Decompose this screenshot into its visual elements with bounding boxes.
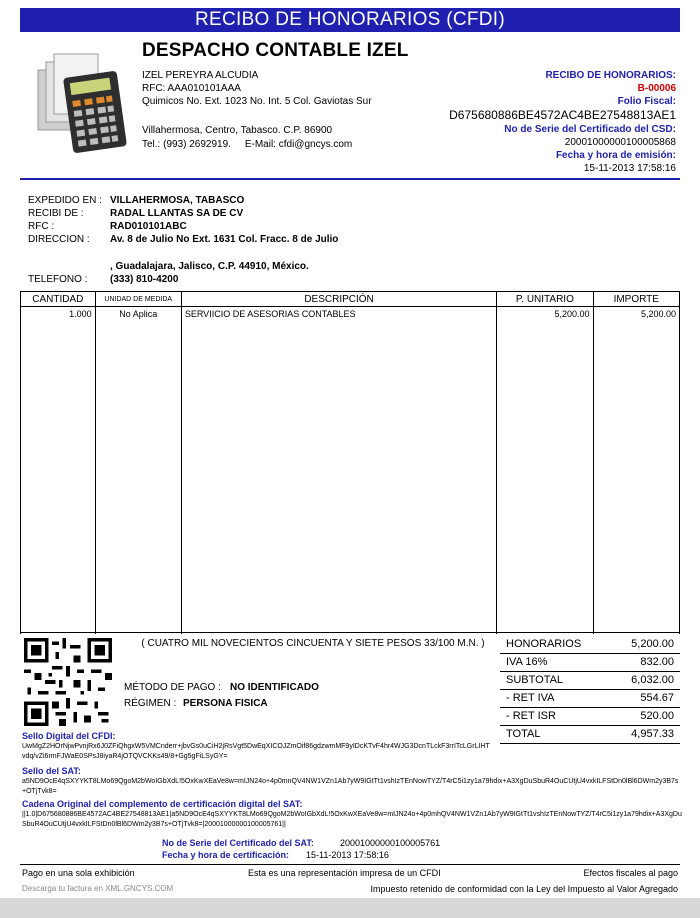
cell-unidad: No Aplica bbox=[95, 307, 181, 635]
cert-date-label: Fecha y hora de certificación: bbox=[162, 850, 290, 860]
folio-fiscal-label: Folio Fiscal: bbox=[617, 96, 676, 107]
cell-importe: 5,200.00 bbox=[593, 307, 679, 635]
totals-value: 4,957.33 bbox=[631, 728, 674, 740]
sello-sat-label: Sello del SAT: bbox=[22, 766, 81, 776]
sello-sat-text: a5ND9OcE4qSXYYKT8LMo69QgoM2bWoIGbXdL!5OxKwXEaVe8w=mIJN24o+4p0mnQV4NW1VZn1Ab7yW9IGtTt1vshIzTEnNowTYZ/T4rC5i1zy1a79hdix+A3XgDuSbuR4OuCUtjU4vxkILFStDn0lBl6DWm2y3B7s+OTjTvk8= bbox=[22, 778, 679, 795]
table-row bbox=[21, 307, 680, 635]
cell-descripcion: SERVIICIO DE ASESORIAS CONTABLES bbox=[181, 307, 496, 635]
expedido-label: EXPEDIDO EN : bbox=[28, 195, 102, 206]
sat-serial-value: 20001000000100005761 bbox=[340, 838, 441, 848]
csd-serial-label: No de Serie del Certificado del CSD: bbox=[504, 124, 676, 135]
totals-label: IVA 16% bbox=[506, 656, 548, 668]
cadena-original-text: ||1.0|D675680886BE4572AC4BE27548813AE1|a5ND9OcE4qSXYYKT8LMo69QgoM2bWoIGbXdL!5OxKwXEaVe8w=mIJN24o+4p0mhQV4NW1VZn1Ab7yW9IGtTt1vshIzTEnNowTYZ/T4rC5i1zy1a79hdix+A3XgDuSbuR4OuCUtjU4vxkILFStDn0lBl6DWm2y3B7s+OTjTvk8=|20001000000100005761|| bbox=[22, 811, 682, 828]
bottom-grey-bar bbox=[0, 898, 700, 918]
document-title-banner: RECIBO DE HONORARIOS (CFDI) bbox=[20, 8, 680, 32]
receipt-folio-number: B-00006 bbox=[637, 83, 676, 94]
total-row-iva bbox=[500, 654, 680, 672]
direccion-label: DIRECCION : bbox=[28, 234, 90, 245]
amount-in-words: ( CUATRO MIL NOVECIENTOS CINCUENTA Y SIETE PESOS 33/100 M.N. ) bbox=[141, 638, 485, 649]
totals-value: 5,200.00 bbox=[631, 638, 674, 650]
client-rfc-value: RAD010101ABC bbox=[110, 221, 187, 232]
items-table bbox=[20, 291, 680, 634]
totals-label: - RET IVA bbox=[506, 692, 555, 704]
company-name: DESPACHO CONTABLE IZEL bbox=[142, 40, 409, 61]
footer-download-link[interactable]: Descarga tu factura en XML.GNCYS.COM bbox=[22, 884, 174, 893]
payment-method-label: MÉTODO DE PAGO : bbox=[124, 682, 221, 693]
footer-tax-note: Impuesto retenido de conformidad con la Ley del Impuesto al Valor Agregado bbox=[370, 884, 678, 894]
csd-serial-value: 20001000000100005868 bbox=[564, 137, 676, 148]
sello-cfdi-label: Sello Digital del CFDI: bbox=[22, 731, 116, 741]
totals-value: 554.67 bbox=[640, 692, 674, 704]
sat-serial-label: No de Serie del Certificado del SAT: bbox=[162, 838, 314, 848]
total-row-ret-isr bbox=[500, 708, 680, 726]
total-row-ret-iva bbox=[500, 690, 680, 708]
col-importe-header: IMPORTE bbox=[593, 292, 679, 307]
header-divider bbox=[20, 178, 680, 180]
regimen-label: RÉGIMEN : bbox=[124, 698, 177, 709]
direccion-value-line1: Av. 8 de Julio No Ext. 1631 Col. Fracc. 8 de Julio bbox=[110, 234, 339, 245]
issue-date-value: 15-11-2013 17:58:16 bbox=[583, 163, 676, 174]
regimen-value: PERSONA FISICA bbox=[183, 698, 268, 709]
total-row-subtotal bbox=[500, 672, 680, 690]
totals-value: 520.00 bbox=[640, 710, 674, 722]
issuer-contact: Tel.: (993) 2692919. E-Mail: cfdi@gncys.com bbox=[142, 139, 353, 150]
col-unidad-header: UNIDAD DE MEDIDA bbox=[95, 292, 181, 307]
issuer-address-line1: Quimicos No. Ext. 1023 No. Int. 5 Col. Gaviotas Sur bbox=[142, 96, 372, 107]
issuer-address-line2: Villahermosa, Centro, Tabasco. C.P. 86900 bbox=[142, 125, 333, 136]
telefono-label: TELEFONO : bbox=[28, 274, 88, 285]
totals-label: SUBTOTAL bbox=[506, 674, 564, 686]
totals-value: 6,032.00 bbox=[631, 674, 674, 686]
issuer-name: IZEL PEREYRA ALCUDIA bbox=[142, 70, 259, 81]
qr-code-icon bbox=[24, 638, 112, 726]
issuer-rfc: RFC: AAA010101AAA bbox=[142, 83, 241, 94]
totals-label: TOTAL bbox=[506, 728, 541, 740]
table-header-row bbox=[21, 292, 680, 307]
direccion-value-line2: , Guadalajara, Jalisco, C.P. 44910, México. bbox=[110, 261, 309, 272]
cert-date-value: 15-11-2013 17:58:16 bbox=[306, 850, 389, 860]
totals-value: 832.00 bbox=[640, 656, 674, 668]
cadena-original-label: Cadena Original del complemento de certificación digital del SAT: bbox=[22, 799, 303, 809]
footer-right-note: Efectos fiscales al pago bbox=[583, 868, 678, 878]
table-bottom-line bbox=[20, 632, 680, 633]
col-unitario-header: P. UNITARIO bbox=[497, 292, 593, 307]
telefono-value: (333) 810-4200 bbox=[110, 274, 179, 285]
totals-label: HONORARIOS bbox=[506, 638, 582, 650]
total-row-total bbox=[500, 726, 680, 744]
payment-method-value: NO IDENTIFICADO bbox=[230, 682, 319, 693]
cell-unitario: 5,200.00 bbox=[497, 307, 593, 635]
recibi-label: RECIBI DE : bbox=[28, 208, 84, 219]
total-row-honorarios bbox=[500, 636, 680, 654]
sello-cfdi-text: UwMgZ2HOrNjwPvnjRx6J0ZFiQhgxW5VMCnderr+jbvGs0uCiH2jRsVgt5DwEqXICOJZmOif86gdzwmMF9yIDcKTvF4hr4WJG3DcnTLckF3rrITcLGrLIHTvdq/vZi6rmFJWaE0SPsJ8iyaR4jOTQVCKKs49/8+Gg5gFiLSyGY= bbox=[22, 743, 490, 760]
footer-center-note: Esta es una representación impresa de un CFDI bbox=[248, 868, 441, 878]
col-descripcion-header: DESCRIPCIÓN bbox=[181, 292, 496, 307]
receipt-type-label: RECIBO DE HONORARIOS: bbox=[545, 70, 676, 81]
recibi-value: RADAL LLANTAS SA DE CV bbox=[110, 208, 244, 219]
expedido-value: VILLAHERMOSA, TABASCO bbox=[110, 195, 245, 206]
cell-cantidad: 1.000 bbox=[21, 307, 96, 635]
issue-date-label: Fecha y hora de emisión: bbox=[555, 150, 676, 161]
footer-divider bbox=[20, 864, 680, 865]
folio-fiscal-value: D675680886BE4572AC4BE27548813AE1 bbox=[449, 108, 676, 122]
col-cantidad-header: CANTIDAD bbox=[21, 292, 96, 307]
totals-label: - RET ISR bbox=[506, 710, 556, 722]
calculator-logo-icon bbox=[36, 52, 128, 156]
client-rfc-label: RFC : bbox=[28, 221, 55, 232]
footer-left-note: Pago en una sola exhibición bbox=[22, 868, 135, 878]
